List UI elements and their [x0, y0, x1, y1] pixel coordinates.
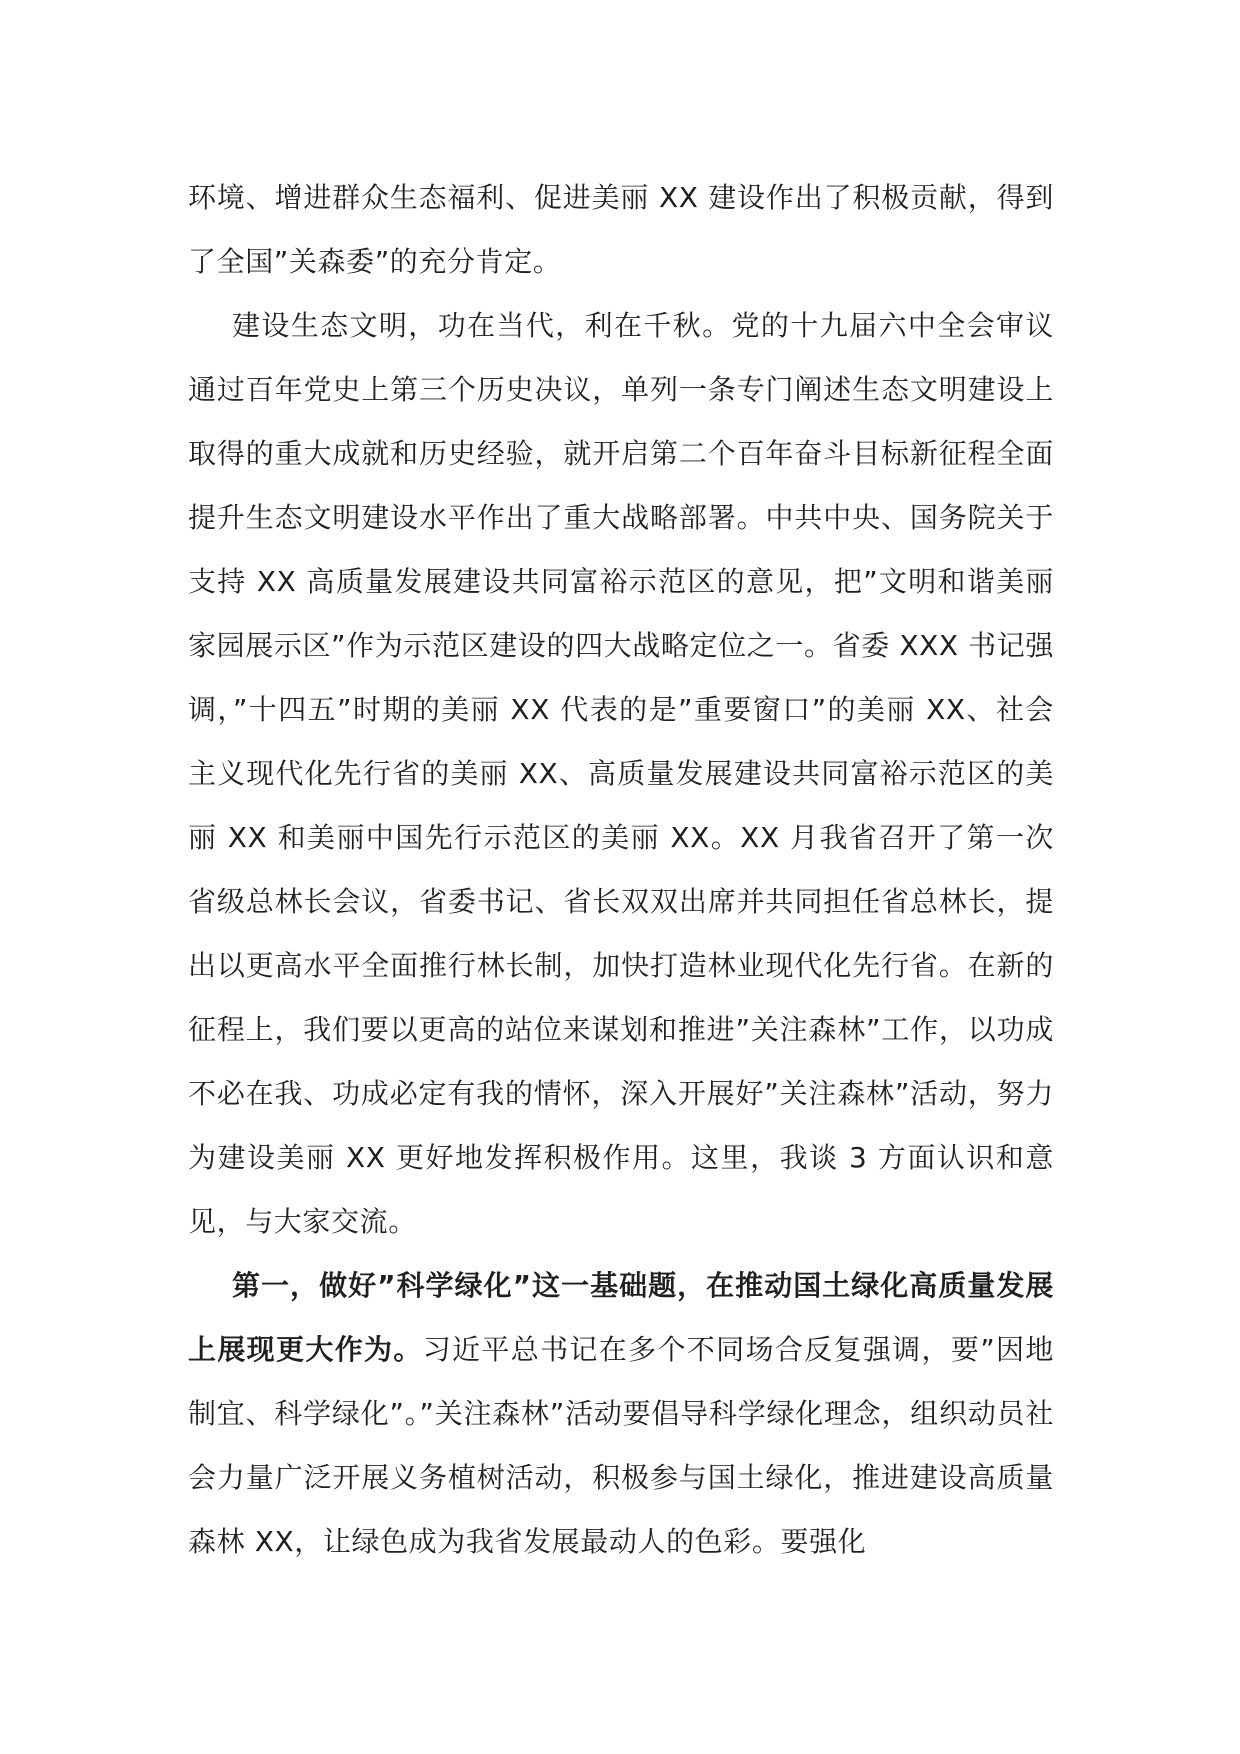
paragraph-heading: 第一，做好”科学绿化”这一基础题，在推动国土绿化高质量发展上展现更大作为。	[188, 1269, 1054, 1366]
paragraph-scientific-greening	[188, 1254, 1054, 1574]
paragraph-text: 习近平总书记在多个不同场合反复强调，要”因地制宜、科学绿化”。”关注森林”活动要倡导科学绿化理念，组织动员社会力量广泛开展义务植树活动，积极参与国土绿化，推进建设高质量森林 XX，让绿色成为我省发展最动人的色彩。要强化	[188, 1333, 1054, 1558]
document-page	[188, 166, 1054, 1574]
paragraph-continuation	[188, 166, 1054, 294]
paragraph-ecological-civilization	[188, 294, 1054, 1254]
paragraph-text: 环境、增进群众生态福利、促进美丽 XX 建设作出了积极贡献，得到了全国”关森委”的充分肯定。	[188, 181, 1054, 278]
paragraph-text: 建设生态文明，功在当代，利在千秋。党的十九届六中全会审议通过百年党史上第三个历史决议，单列一条专门阐述生态文明建设上取得的重大成就和历史经验，就开启第二个百年奋斗目标新征程全面提升生态文明建设水平作出了重大战略部署。中共中央、国务院关于支持 XX 高质量发展建设共同富裕示范区的意见，把”文明和谐美丽家园展示区”作为示范区建设的四大战略定位之一。省委 XXX 书记强调，”十四五”时期的美丽 XX 代表的是”重要窗口”的美丽 XX、社会主义现代化先行省的美丽 XX、高质量发展建设共同富裕示范区的美丽 XX 和美丽中国先行示范区的美丽 XX。XX 月我省召开了第一次省级总林长会议，省委书记、省长双双出席并共同担任省总林长，提出以更高水平全面推行林长制，加快打造林业现代化先行省。在新的征程上，我们要以更高的站位来谋划和推进”关注森林”工作，以功成不必在我、功成必定有我的情怀，深入开展好”关注森林”活动，努力为建设美丽 XX 更好地发挥积极作用。这里，我谈 3 方面认识和意见，与大家交流。	[188, 309, 1054, 1238]
